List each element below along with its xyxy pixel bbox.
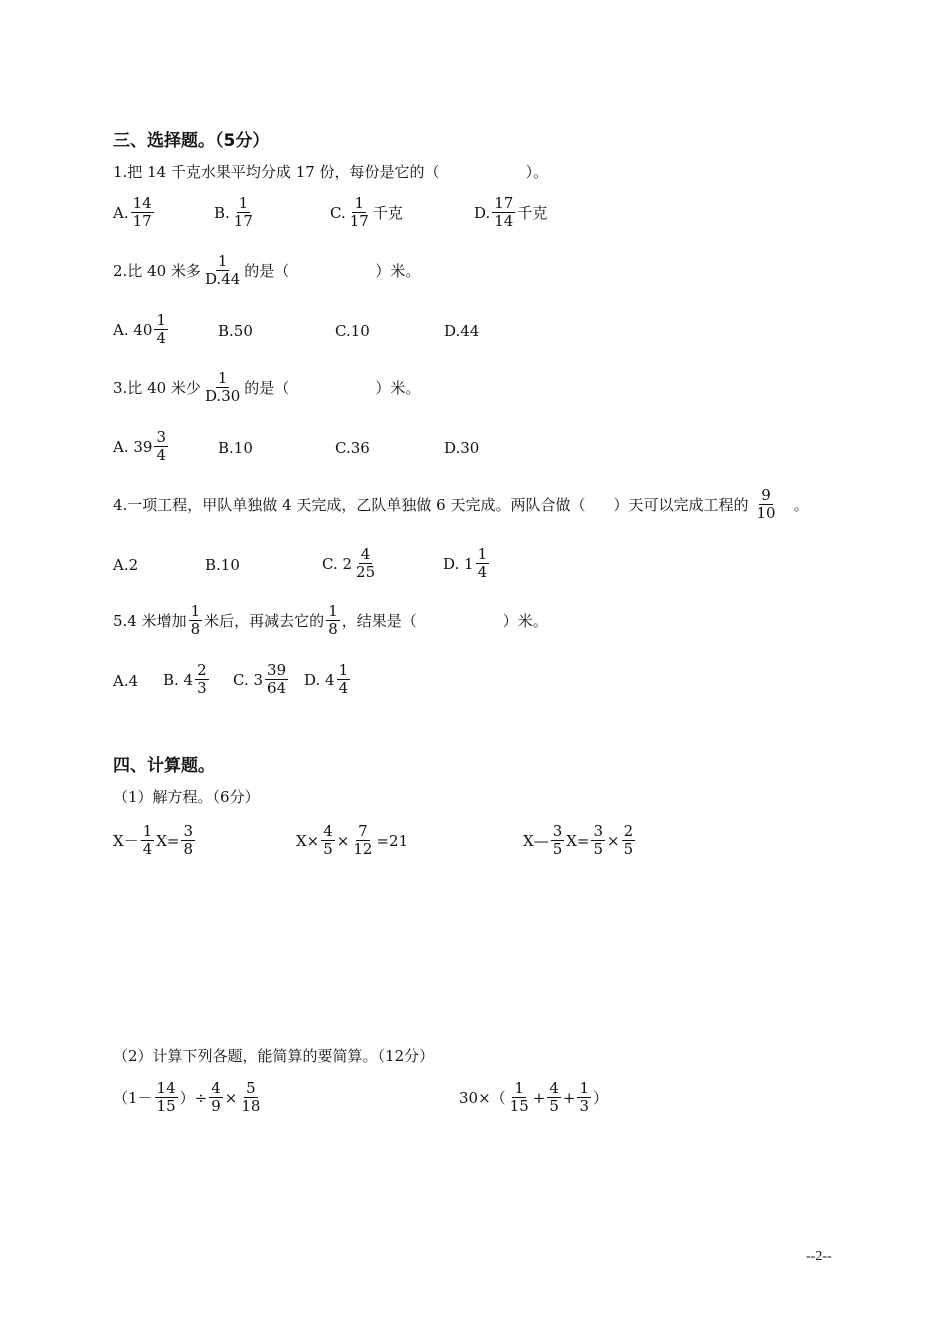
fraction: $\frac{1}{D.44}$ <box>204 252 241 288</box>
fraction: $\frac{1}{3}$ <box>579 1079 589 1115</box>
part1-title: （1）解方程。（6分） <box>113 788 260 806</box>
fraction: $\frac{3}{4}$ <box>156 428 167 464</box>
q3-option-c: C.36 <box>335 439 370 457</box>
q3-text: 3.比 40 米少 $\frac{1}{D.30}$ 的是（ ）米。 <box>113 369 421 405</box>
q2-text: 2.比 40 米多 $\frac{1}{D.44}$ 的是（ ）米。 <box>113 252 421 288</box>
fraction: $\frac{39}{64}$ <box>267 661 287 697</box>
q5-option-d: D. 4 $\frac{1}{4}$ <box>304 661 349 697</box>
fraction: $\frac{17}{14}$ <box>494 194 514 230</box>
equation-3: X— $\frac{3}{5}$ X= $\frac{3}{5}$ × $\frac{2}{5}$ <box>523 822 634 858</box>
q5-option-a: A.4 <box>113 672 139 690</box>
q5-option-c: C. 3 $\frac{39}{64}$ <box>233 661 287 697</box>
fraction: $\frac{1}{4}$ <box>142 822 153 858</box>
q4-text: 4.一项工程，甲队单独做 4 天完成，乙队单独做 6 天完成。两队合做（ ）天可以完成工程的 $\frac{9}{10}$ 。 <box>113 486 809 522</box>
fraction: $\frac{7}{12}$ <box>353 822 373 858</box>
equation-2: X× $\frac{4}{5}$ × $\frac{7}{12}$ =21 <box>296 822 409 858</box>
q1-option-c: C. $\frac{1}{17}$ 千克 <box>330 194 403 230</box>
section4-heading: 四、计算题。 <box>113 756 215 776</box>
fraction: $\frac{4}{5}$ <box>323 822 333 858</box>
q4-option-d: D. 1 $\frac{1}{4}$ <box>443 545 488 581</box>
fraction: $\frac{1}{15}$ <box>509 1079 529 1115</box>
section3-heading: 三、选择题。（5分） <box>113 131 270 151</box>
fraction: $\frac{3}{5}$ <box>552 822 563 858</box>
fraction: $\frac{4}{25}$ <box>356 545 376 581</box>
fraction: $\frac{1}{8}$ <box>190 602 201 638</box>
q3-option-a: A. 39 $\frac{3}{4}$ <box>113 428 167 464</box>
q5-option-b: B. 4 $\frac{2}{3}$ <box>163 661 207 697</box>
fraction: $\frac{1}{4}$ <box>477 545 488 581</box>
fraction: $\frac{14}{17}$ <box>132 194 152 230</box>
q1-option-d: D. $\frac{17}{14}$ 千克 <box>474 194 548 230</box>
fraction: $\frac{1}{4}$ <box>338 661 349 697</box>
fraction: $\frac{14}{15}$ <box>156 1079 176 1115</box>
q1-text: 1.把 14 千克水果平均分成 17 份，每份是它的（ ）。 <box>113 163 549 181</box>
fraction: $\frac{2}{3}$ <box>197 661 207 697</box>
expression-1: （1－ $\frac{14}{15}$ ）÷ $\frac{4}{9}$ × $\frac{5}{18}$ <box>113 1079 261 1115</box>
q4-option-b: B.10 <box>205 556 240 574</box>
fraction: $\frac{4}{5}$ <box>549 1079 559 1115</box>
fraction: $\frac{9}{10}$ <box>756 486 776 522</box>
equation-1: X－ $\frac{1}{4}$ X= $\frac{3}{8}$ <box>113 822 194 858</box>
page-number: --2-- <box>806 1249 832 1264</box>
fraction: $\frac{4}{9}$ <box>211 1079 221 1115</box>
q5-text: 5.4 米增加 $\frac{1}{8}$ 米后，再减去它的 $\frac{1}{8}$ ，结果是（ ）米。 <box>113 602 548 638</box>
fraction: $\frac{2}{5}$ <box>623 822 634 858</box>
q1-option-a: A. $\frac{14}{17}$ <box>113 194 152 230</box>
q3-option-b: B.10 <box>218 439 253 457</box>
fraction: $\frac{3}{5}$ <box>593 822 604 858</box>
q2-option-b: B.50 <box>218 322 253 340</box>
fraction: $\frac{1}{17}$ <box>233 194 253 230</box>
q4-option-a: A.2 <box>113 556 139 574</box>
fraction: $\frac{1}{17}$ <box>349 194 369 230</box>
fraction: $\frac{5}{18}$ <box>241 1079 261 1115</box>
fraction: $\frac{1}{8}$ <box>328 602 338 638</box>
expression-2: 30×（ $\frac{1}{15}$ + $\frac{4}{5}$ + $\frac{1}{3}$ ） <box>459 1079 609 1115</box>
fraction: $\frac{1}{4}$ <box>156 311 167 347</box>
q1-option-b: B. $\frac{1}{17}$ <box>214 194 253 230</box>
fraction: $\frac{1}{D.30}$ <box>204 369 241 405</box>
q4-option-c: C. 2 $\frac{4}{25}$ <box>322 545 376 581</box>
q3-option-d: D.30 <box>444 439 480 457</box>
part2-title: （2）计算下列各题，能简算的要简算。（12分） <box>113 1047 435 1065</box>
q2-option-c: C.10 <box>335 322 370 340</box>
fraction: $\frac{3}{8}$ <box>183 822 194 858</box>
q2-option-a: A. 40 $\frac{1}{4}$ <box>113 311 167 347</box>
q2-option-d: D.44 <box>444 322 480 340</box>
